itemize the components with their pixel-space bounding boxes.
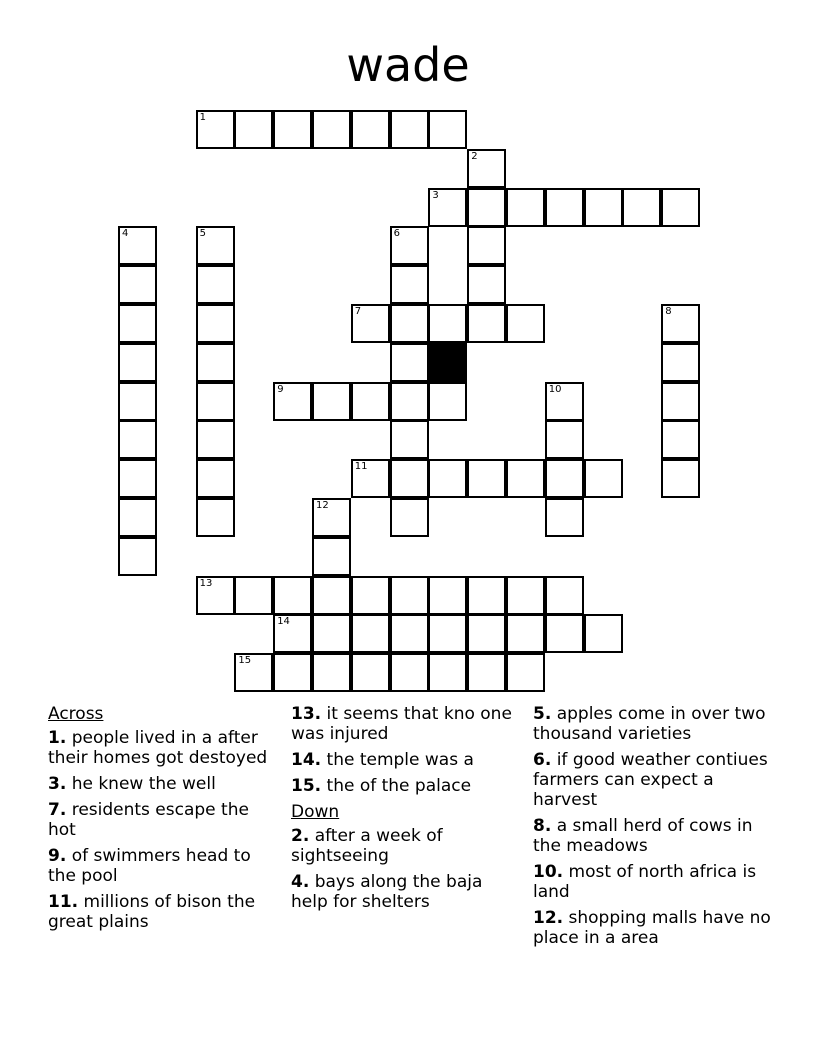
across-heading: Across bbox=[48, 704, 104, 724]
clue-text: bays along the baja help for shelters bbox=[291, 872, 483, 912]
cell-number: 11 bbox=[354, 461, 368, 473]
cell-number: 4 bbox=[122, 228, 129, 240]
cell-number: 8 bbox=[665, 306, 672, 317]
grid-cell[interactable] bbox=[390, 343, 429, 382]
grid-cell[interactable] bbox=[234, 110, 273, 149]
grid-cell[interactable] bbox=[118, 537, 157, 576]
cell-number: 6 bbox=[393, 228, 400, 240]
cell-number: 12 bbox=[316, 500, 329, 511]
grid-cell[interactable] bbox=[351, 653, 390, 692]
grid-cell[interactable] bbox=[312, 614, 351, 653]
grid-cell[interactable] bbox=[661, 304, 700, 343]
grid-cell[interactable] bbox=[545, 459, 584, 498]
cell-number: 15 bbox=[238, 655, 252, 667]
grid-cell[interactable] bbox=[196, 576, 235, 615]
clue-text: millions of bison the great plains bbox=[48, 892, 256, 932]
clue-text: it seems that kno one was injured bbox=[291, 704, 512, 744]
clue-number: 8. bbox=[533, 816, 552, 836]
grid-cell[interactable] bbox=[428, 459, 467, 498]
grid-cell[interactable] bbox=[312, 537, 351, 576]
grid-cell[interactable] bbox=[661, 188, 700, 227]
cell-number: 9 bbox=[277, 383, 284, 395]
grid-cell[interactable] bbox=[390, 382, 429, 421]
grid-cell[interactable] bbox=[506, 576, 545, 615]
grid-cell[interactable] bbox=[506, 614, 545, 653]
clue-text: the temple was a bbox=[321, 750, 474, 770]
clue bbox=[291, 704, 516, 744]
clue bbox=[533, 862, 773, 902]
clue-number: 14. bbox=[291, 750, 322, 770]
grid-cell[interactable] bbox=[351, 382, 390, 421]
black-cell bbox=[428, 343, 467, 382]
grid-cell[interactable] bbox=[545, 382, 584, 421]
grid-cell[interactable] bbox=[234, 653, 273, 692]
clue bbox=[48, 846, 273, 886]
puzzle-title: wade bbox=[346, 38, 470, 92]
clue-number: 15. bbox=[291, 776, 322, 796]
clue bbox=[533, 704, 773, 744]
grid-cell[interactable] bbox=[351, 614, 390, 653]
clue-text: shopping malls have no place in a area bbox=[533, 908, 771, 948]
grid-cell[interactable] bbox=[467, 188, 506, 227]
clue-number: 12. bbox=[533, 908, 564, 928]
clue-text: a small herd of cows in the meadows bbox=[533, 816, 753, 856]
down-heading: Down bbox=[291, 802, 340, 822]
clue-text: most of north africa is land bbox=[533, 862, 757, 902]
clue-text: residents escape the hot bbox=[48, 800, 249, 840]
cell-number: 14 bbox=[277, 616, 290, 628]
grid-cell[interactable] bbox=[506, 459, 545, 498]
grid-cell[interactable] bbox=[428, 188, 467, 227]
grid-cell[interactable] bbox=[467, 653, 506, 692]
clue-text: apples come in over two thousand varieties bbox=[533, 704, 766, 744]
grid-cell[interactable] bbox=[661, 382, 700, 421]
grid-cell[interactable] bbox=[312, 382, 351, 421]
grid-cell[interactable] bbox=[273, 614, 312, 653]
grid-cell[interactable] bbox=[118, 420, 157, 459]
grid-cell[interactable] bbox=[467, 304, 506, 343]
grid-cell[interactable] bbox=[351, 304, 390, 343]
grid-cell[interactable] bbox=[196, 420, 235, 459]
grid-cell[interactable] bbox=[467, 226, 506, 265]
grid-cell[interactable] bbox=[312, 110, 351, 149]
grid-cell[interactable] bbox=[428, 110, 467, 149]
grid-cell[interactable] bbox=[545, 498, 584, 537]
grid-cell[interactable] bbox=[584, 614, 623, 653]
grid-cell[interactable] bbox=[390, 226, 429, 265]
grid-cell[interactable] bbox=[390, 653, 429, 692]
clue bbox=[533, 816, 773, 856]
grid-cell[interactable] bbox=[428, 653, 467, 692]
grid-cell[interactable] bbox=[312, 576, 351, 615]
grid-cell[interactable] bbox=[196, 265, 235, 304]
clues-column-2 bbox=[291, 704, 516, 918]
clues-column-1 bbox=[48, 704, 273, 938]
clue-text: of swimmers head to the pool bbox=[48, 846, 251, 886]
grid-cell[interactable] bbox=[390, 265, 429, 304]
grid-cell[interactable] bbox=[196, 498, 235, 537]
cell-number: 2 bbox=[471, 150, 478, 162]
clue-number: 10. bbox=[533, 862, 564, 882]
grid-cell[interactable] bbox=[467, 149, 506, 188]
clue bbox=[48, 892, 273, 932]
clue bbox=[291, 872, 516, 912]
clue-number: 3. bbox=[48, 774, 67, 794]
cell-number: 10 bbox=[548, 383, 562, 395]
clue-number: 7. bbox=[48, 800, 67, 820]
grid-cell[interactable] bbox=[312, 653, 351, 692]
grid-cell[interactable] bbox=[196, 382, 235, 421]
grid-cell[interactable] bbox=[118, 343, 157, 382]
clue-text: the of the palace bbox=[321, 776, 472, 796]
clue bbox=[291, 776, 516, 796]
clue-number: 13. bbox=[291, 704, 322, 724]
clue bbox=[291, 750, 516, 770]
clue bbox=[291, 826, 516, 866]
grid-cell[interactable] bbox=[196, 304, 235, 343]
grid-cell[interactable] bbox=[390, 459, 429, 498]
grid-cell[interactable] bbox=[506, 304, 545, 343]
grid-cell[interactable] bbox=[390, 498, 429, 537]
cell-number: 5 bbox=[199, 228, 206, 240]
grid-cell[interactable] bbox=[234, 576, 273, 615]
clue-number: 1. bbox=[48, 728, 67, 748]
cell-number: 1 bbox=[199, 112, 206, 123]
grid-cell[interactable] bbox=[661, 343, 700, 382]
clue bbox=[533, 908, 773, 948]
grid-cell[interactable] bbox=[467, 614, 506, 653]
clue-number: 5. bbox=[533, 704, 552, 724]
grid-cell[interactable] bbox=[118, 226, 157, 265]
clue-number: 9. bbox=[48, 846, 67, 866]
clue bbox=[48, 774, 273, 794]
grid-cell[interactable] bbox=[545, 576, 584, 615]
grid-cell[interactable] bbox=[196, 459, 235, 498]
clue-number: 4. bbox=[291, 872, 310, 892]
grid-cell[interactable] bbox=[661, 420, 700, 459]
cell-number: 13 bbox=[199, 577, 213, 589]
grid-cell[interactable] bbox=[273, 110, 312, 149]
grid-cell[interactable] bbox=[428, 382, 467, 421]
grid-cell[interactable] bbox=[390, 420, 429, 459]
clue-text: he knew the well bbox=[66, 774, 216, 794]
clue-text: after a week of sightseeing bbox=[291, 826, 443, 866]
grid-cell[interactable] bbox=[118, 498, 157, 537]
grid-cell[interactable] bbox=[118, 304, 157, 343]
clue bbox=[48, 800, 273, 840]
grid-cell[interactable] bbox=[545, 614, 584, 653]
cell-number: 3 bbox=[432, 189, 439, 201]
cell-number: 7 bbox=[354, 306, 362, 317]
grid-cell[interactable] bbox=[312, 498, 351, 537]
clue-number: 11. bbox=[48, 892, 79, 912]
grid-cell[interactable] bbox=[196, 343, 235, 382]
grid-cell[interactable] bbox=[467, 459, 506, 498]
grid-cell[interactable] bbox=[545, 420, 584, 459]
grid-cell[interactable] bbox=[273, 382, 312, 421]
grid-cell[interactable] bbox=[661, 459, 700, 498]
grid-cell[interactable] bbox=[390, 614, 429, 653]
grid-cell[interactable] bbox=[506, 188, 545, 227]
grid-cell[interactable] bbox=[118, 265, 157, 304]
grid-cell[interactable] bbox=[351, 576, 390, 615]
grid-cell[interactable] bbox=[428, 576, 467, 615]
grid-cell[interactable] bbox=[428, 614, 467, 653]
grid-cell[interactable] bbox=[545, 188, 584, 227]
grid-cell[interactable] bbox=[428, 304, 467, 343]
clue-number: 2. bbox=[291, 826, 310, 846]
grid-cell[interactable] bbox=[351, 459, 390, 498]
grid-cell[interactable] bbox=[118, 382, 157, 421]
grid-cell[interactable] bbox=[196, 110, 235, 149]
grid-cell[interactable] bbox=[584, 188, 623, 227]
grid-cell[interactable] bbox=[467, 265, 506, 304]
clue-text: if good weather contiues farmers can expect a harvest bbox=[533, 750, 768, 810]
grid-cell[interactable] bbox=[390, 304, 429, 343]
grid-cell[interactable] bbox=[118, 459, 157, 498]
clues-column-3 bbox=[533, 704, 773, 954]
clue bbox=[48, 728, 273, 768]
grid-cell[interactable] bbox=[351, 110, 390, 149]
clue-text: people lived in a after their homes got destoyed bbox=[48, 728, 268, 768]
grid-cell[interactable] bbox=[390, 110, 429, 149]
grid-cell[interactable] bbox=[467, 576, 506, 615]
grid-cell[interactable] bbox=[506, 653, 545, 692]
grid-cell[interactable] bbox=[584, 459, 623, 498]
clue-number: 6. bbox=[533, 750, 552, 770]
grid-cell[interactable] bbox=[273, 653, 312, 692]
grid-cell[interactable] bbox=[622, 188, 661, 227]
grid-cell[interactable] bbox=[196, 226, 235, 265]
clue bbox=[533, 750, 773, 810]
grid-cell[interactable] bbox=[390, 576, 429, 615]
grid-cell[interactable] bbox=[273, 576, 312, 615]
